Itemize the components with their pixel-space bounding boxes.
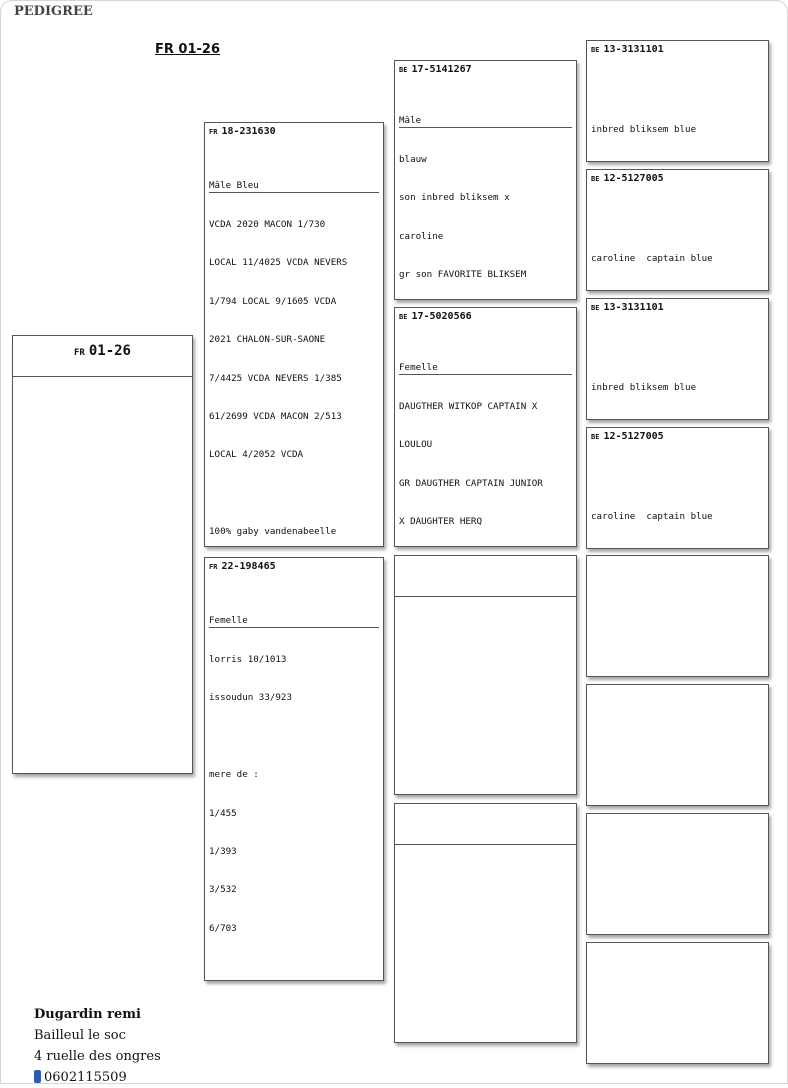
note-line: VCDA 2020 MACON 1/730 [209, 218, 326, 230]
note-line: gr son FAVORITE BLIKSEM [399, 269, 527, 281]
note-line [591, 473, 764, 486]
ggp-card[interactable] [586, 298, 769, 420]
note-line: 1/393 [209, 845, 237, 857]
dam-sire-card[interactable] [394, 555, 577, 795]
ring-number: 18-231630 [221, 126, 276, 137]
sire-dam-card[interactable] [394, 307, 577, 547]
sire-sire-card[interactable] [394, 60, 577, 300]
sire-dam-notes [395, 336, 576, 547]
dam-header [205, 558, 383, 589]
country-code: BE [399, 313, 408, 321]
sire-card[interactable] [204, 122, 384, 547]
dam-sire-header [395, 556, 576, 597]
ggp-card[interactable] [586, 169, 769, 291]
sex-line: Mâle [399, 115, 572, 129]
ggp-notes [587, 189, 768, 291]
ggp-card-empty[interactable] [586, 684, 769, 806]
ggp-card[interactable] [586, 427, 769, 549]
note-line [209, 731, 379, 744]
country-code: BE [591, 433, 600, 441]
note-line: DAUGTHER WITKOP CAPTAIN X [399, 400, 538, 412]
ring-number: 13-3131101 [603, 44, 664, 55]
ring-number: 17-5141267 [411, 64, 472, 75]
country-code: FR [209, 563, 218, 571]
ggp-card-empty[interactable] [586, 942, 769, 1064]
owner-name: Dugardin remi [34, 1007, 141, 1022]
country-code: BE [591, 175, 600, 183]
ring-number: 22-198465 [221, 561, 276, 572]
note-line [591, 344, 764, 357]
ring-number: 12-5127005 [603, 173, 664, 184]
ring-number: 17-5020566 [411, 311, 472, 322]
owner-city: Bailleul le soc [34, 1028, 126, 1043]
ggp-header [587, 41, 768, 60]
subject-card[interactable] [12, 335, 193, 774]
owner-block [34, 1004, 161, 1088]
country-code: BE [591, 304, 600, 312]
note-line: caroline captain blue [591, 252, 713, 264]
note-line [591, 215, 764, 228]
note-line: LOCAL 4/2052 VCDA [209, 449, 304, 461]
sire-notes [205, 154, 383, 547]
sire-sire-notes [395, 89, 576, 300]
note-line [209, 961, 379, 974]
top-bar [0, 0, 788, 26]
note-line: 1/794 LOCAL 9/1605 VCDA [209, 295, 337, 307]
note-line: issoudun 33/923 [209, 692, 292, 704]
note-line: son inbred bliksem x [399, 192, 510, 204]
country-code: FR [74, 348, 85, 358]
ggp-notes [587, 447, 768, 549]
ggp-card-empty[interactable] [586, 555, 769, 677]
note-line: 2021 CHALON-SUR-SAONE [209, 334, 326, 346]
dam-dam-header [395, 804, 576, 845]
page-title: PEDIGREE [14, 4, 93, 19]
note-line: 6/703 [209, 922, 237, 934]
ggp-card-empty[interactable] [586, 813, 769, 935]
note-line: lorris 10/1013 [209, 653, 287, 665]
sire-header [205, 123, 383, 154]
ring-number: 01-26 [88, 343, 131, 359]
note-line: blauw [399, 153, 427, 165]
country-code: BE [591, 46, 600, 54]
note-line: mere de : [209, 769, 259, 781]
note-line: 100% gaby vandenabeelle [209, 526, 337, 538]
ggp-notes [587, 318, 768, 420]
note-line: caroline [399, 230, 444, 242]
sire-sire-header [395, 61, 576, 89]
note-line: 1/455 [209, 807, 237, 819]
note-line: 61/2699 VCDA MACON 2/513 [209, 410, 342, 422]
ggp-header [587, 299, 768, 318]
country-code: FR [209, 128, 218, 136]
note-line: caroline captain blue [591, 510, 713, 522]
note-line: LOULOU [399, 439, 433, 451]
owner-phone-row [34, 1067, 161, 1088]
sex-line: Femelle [399, 362, 572, 376]
ggp-card[interactable] [586, 40, 769, 162]
dam-notes [205, 589, 383, 981]
note-line: GR DAUGTHER CAPTAIN JUNIOR [399, 477, 543, 489]
dam-card[interactable] [204, 557, 384, 981]
subject-header [13, 336, 192, 377]
sex-line: Mâle Bleu [209, 180, 379, 194]
owner-address: 4 ruelle des ongres [34, 1049, 161, 1064]
ggp-notes [587, 60, 768, 162]
country-code: BE [399, 66, 408, 74]
note-line: LOCAL 11/4025 VCDA NEVERS [209, 257, 348, 269]
dam-dam-card[interactable] [394, 803, 577, 1043]
note-line: 7/4425 VCDA NEVERS 1/385 [209, 372, 342, 384]
note-line: inbred bliksem blue [591, 123, 697, 135]
note-line: 3/532 [209, 884, 237, 896]
note-line [591, 86, 764, 99]
ggp-header [587, 170, 768, 189]
main-ring-number: FR 01-26 [155, 42, 220, 57]
note-line [209, 488, 379, 501]
note-line: X DAUGHTER HERQ [399, 516, 482, 528]
sire-dam-header [395, 308, 576, 336]
sex-line: Femelle [209, 615, 379, 629]
note-line: inbred bliksem blue [591, 381, 697, 393]
ggp-header [587, 428, 768, 447]
ring-number: 12-5127005 [603, 431, 664, 442]
phone-icon [34, 1070, 41, 1083]
owner-phone[interactable]: 0602115509 [44, 1070, 127, 1085]
ring-number: 13-3131101 [603, 302, 664, 313]
